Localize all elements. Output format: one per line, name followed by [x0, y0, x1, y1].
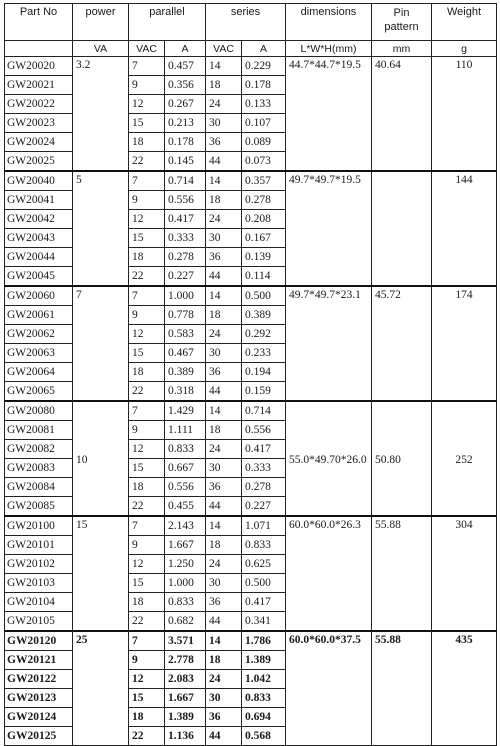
- parallel-vac-cell: 15: [129, 344, 165, 363]
- series-vac-cell: 24: [206, 210, 242, 229]
- parallel-amp-cell: 0.556: [165, 191, 206, 210]
- parallel-amp-cell: 1.000: [165, 574, 206, 593]
- parallel-vac-cell: 7: [129, 57, 165, 76]
- parallel-amp-cell: 0.213: [165, 114, 206, 133]
- parallel-vac-cell: 9: [129, 536, 165, 555]
- series-vac-cell: 44: [206, 152, 242, 172]
- pin-pattern-cell: 45.72: [372, 286, 432, 401]
- header-part-no: Part No: [5, 4, 73, 41]
- header-power: power: [73, 4, 129, 41]
- parallel-amp-cell: 0.178: [165, 133, 206, 152]
- parallel-amp-cell: 1.389: [165, 708, 206, 727]
- series-amp-cell: 1.786: [242, 631, 286, 651]
- dimensions-cell: 60.0*60.0*26.3: [286, 516, 372, 631]
- product-group: [5, 171, 497, 286]
- parallel-amp-cell: 0.778: [165, 306, 206, 325]
- series-vac-cell: 18: [206, 421, 242, 440]
- part-number-cell: GW20062: [5, 325, 73, 344]
- table-header: [5, 4, 497, 57]
- dimensions-cell: 60.0*60.0*37.5: [286, 631, 372, 746]
- parallel-vac-cell: 18: [129, 248, 165, 267]
- parallel-vac-cell: 15: [129, 114, 165, 133]
- series-amp-cell: 0.417: [242, 440, 286, 459]
- series-vac-cell: 14: [206, 631, 242, 651]
- parallel-vac-cell: 18: [129, 708, 165, 727]
- series-amp-cell: 0.341: [242, 612, 286, 632]
- table-row: [5, 516, 497, 536]
- series-amp-cell: 0.089: [242, 133, 286, 152]
- series-amp-cell: 0.833: [242, 536, 286, 555]
- part-number-cell: GW20082: [5, 440, 73, 459]
- series-vac-cell: 36: [206, 593, 242, 612]
- parallel-amp-cell: 0.714: [165, 171, 206, 191]
- part-number-cell: GW20085: [5, 497, 73, 517]
- transformer-spec-table: [4, 3, 497, 746]
- part-number-cell: GW20061: [5, 306, 73, 325]
- parallel-vac-cell: 9: [129, 651, 165, 670]
- series-amp-cell: 0.714: [242, 401, 286, 421]
- parallel-amp-cell: 0.333: [165, 229, 206, 248]
- part-number-cell: GW20123: [5, 689, 73, 708]
- series-amp-cell: 0.278: [242, 478, 286, 497]
- parallel-amp-cell: 0.145: [165, 152, 206, 172]
- table-row: [5, 57, 497, 76]
- series-vac-cell: 24: [206, 440, 242, 459]
- series-vac-cell: 44: [206, 612, 242, 632]
- part-number-cell: GW20102: [5, 555, 73, 574]
- parallel-amp-cell: 1.000: [165, 286, 206, 306]
- parallel-vac-cell: 7: [129, 516, 165, 536]
- table-row: [5, 401, 497, 421]
- part-number-cell: GW20022: [5, 95, 73, 114]
- part-number-cell: GW20040: [5, 171, 73, 191]
- part-number-cell: GW20045: [5, 267, 73, 287]
- parallel-amp-cell: 0.833: [165, 440, 206, 459]
- header-weight: Weight: [432, 4, 497, 41]
- series-vac-cell: 24: [206, 325, 242, 344]
- parallel-amp-cell: 1.111: [165, 421, 206, 440]
- series-amp-cell: 0.167: [242, 229, 286, 248]
- header-pin-pattern: Pin pattern: [372, 4, 432, 41]
- parallel-amp-cell: 0.583: [165, 325, 206, 344]
- series-amp-cell: 0.208: [242, 210, 286, 229]
- weight-cell: 110: [432, 57, 497, 172]
- series-amp-cell: 0.107: [242, 114, 286, 133]
- product-group: [5, 286, 497, 401]
- table-row: [5, 171, 497, 191]
- parallel-vac-cell: 12: [129, 210, 165, 229]
- series-vac-cell: 24: [206, 95, 242, 114]
- series-amp-cell: 0.229: [242, 57, 286, 76]
- part-number-cell: GW20060: [5, 286, 73, 306]
- unit-dimensions: L*W*H(mm): [286, 41, 372, 57]
- parallel-amp-cell: 0.833: [165, 593, 206, 612]
- product-group: [5, 401, 497, 516]
- dimensions-cell: 49.7*49.7*23.1: [286, 286, 372, 401]
- weight-cell: 174: [432, 286, 497, 401]
- series-vac-cell: 30: [206, 459, 242, 478]
- parallel-amp-cell: 3.571: [165, 631, 206, 651]
- unit-va: VA: [73, 41, 129, 57]
- parallel-vac-cell: 7: [129, 401, 165, 421]
- series-amp-cell: 0.568: [242, 727, 286, 746]
- series-vac-cell: 30: [206, 114, 242, 133]
- series-amp-cell: 0.417: [242, 593, 286, 612]
- part-number-cell: GW20041: [5, 191, 73, 210]
- parallel-vac-cell: 15: [129, 574, 165, 593]
- part-number-cell: GW20125: [5, 727, 73, 746]
- series-amp-cell: 0.500: [242, 286, 286, 306]
- series-vac-cell: 36: [206, 133, 242, 152]
- series-amp-cell: 0.133: [242, 95, 286, 114]
- product-group: [5, 516, 497, 631]
- parallel-amp-cell: 2.143: [165, 516, 206, 536]
- series-vac-cell: 30: [206, 344, 242, 363]
- parallel-amp-cell: 0.455: [165, 497, 206, 517]
- part-number-cell: GW20122: [5, 670, 73, 689]
- series-amp-cell: 0.625: [242, 555, 286, 574]
- part-number-cell: GW20124: [5, 708, 73, 727]
- parallel-amp-cell: 0.267: [165, 95, 206, 114]
- series-amp-cell: 0.073: [242, 152, 286, 172]
- series-amp-cell: 0.178: [242, 76, 286, 95]
- series-amp-cell: 0.357: [242, 171, 286, 191]
- parallel-vac-cell: 22: [129, 612, 165, 632]
- parallel-amp-cell: 0.356: [165, 76, 206, 95]
- series-vac-cell: 14: [206, 401, 242, 421]
- parallel-vac-cell: 22: [129, 497, 165, 517]
- part-number-cell: GW20100: [5, 516, 73, 536]
- parallel-amp-cell: 2.083: [165, 670, 206, 689]
- parallel-amp-cell: 1.250: [165, 555, 206, 574]
- parallel-vac-cell: 9: [129, 76, 165, 95]
- parallel-amp-cell: 1.136: [165, 727, 206, 746]
- weight-cell: 144: [432, 171, 497, 286]
- header-series: series: [206, 4, 286, 41]
- unit-a-parallel: A: [165, 41, 206, 57]
- unit-pin: mm: [372, 41, 432, 57]
- part-number-cell: GW20104: [5, 593, 73, 612]
- parallel-vac-cell: 22: [129, 152, 165, 172]
- parallel-vac-cell: 9: [129, 306, 165, 325]
- pin-pattern-cell: 55.88: [372, 631, 432, 746]
- series-vac-cell: 18: [206, 76, 242, 95]
- parallel-vac-cell: 7: [129, 286, 165, 306]
- series-amp-cell: 0.114: [242, 267, 286, 287]
- header-dimensions: dimensions: [286, 4, 372, 41]
- parallel-vac-cell: 22: [129, 267, 165, 287]
- header-parallel: parallel: [129, 4, 206, 41]
- table-row: [5, 286, 497, 306]
- part-number-cell: GW20023: [5, 114, 73, 133]
- series-vac-cell: 36: [206, 248, 242, 267]
- product-group: [5, 57, 497, 172]
- series-amp-cell: 0.500: [242, 574, 286, 593]
- series-vac-cell: 30: [206, 689, 242, 708]
- weight-cell: 304: [432, 516, 497, 631]
- part-number-cell: GW20084: [5, 478, 73, 497]
- dimensions-cell: 55.0*49.70*26.0: [286, 401, 372, 516]
- series-vac-cell: 36: [206, 708, 242, 727]
- series-vac-cell: 30: [206, 229, 242, 248]
- parallel-vac-cell: 12: [129, 555, 165, 574]
- series-vac-cell: 44: [206, 727, 242, 746]
- series-vac-cell: 14: [206, 516, 242, 536]
- pin-pattern-cell: 50.80: [372, 401, 432, 516]
- series-amp-cell: 0.694: [242, 708, 286, 727]
- part-number-cell: GW20101: [5, 536, 73, 555]
- power-cell: 3.2: [73, 57, 129, 172]
- parallel-amp-cell: 0.667: [165, 459, 206, 478]
- table-row: [5, 631, 497, 651]
- part-number-cell: GW20042: [5, 210, 73, 229]
- part-number-cell: GW20120: [5, 631, 73, 651]
- parallel-amp-cell: 0.318: [165, 382, 206, 402]
- series-amp-cell: 0.194: [242, 363, 286, 382]
- series-amp-cell: 0.833: [242, 689, 286, 708]
- part-number-cell: GW20024: [5, 133, 73, 152]
- unit-vac-parallel: VAC: [129, 41, 165, 57]
- pin-pattern-cell: 55.88: [372, 516, 432, 631]
- series-vac-cell: 44: [206, 267, 242, 287]
- series-amp-cell: 0.278: [242, 191, 286, 210]
- parallel-vac-cell: 12: [129, 325, 165, 344]
- series-vac-cell: 44: [206, 382, 242, 402]
- parallel-vac-cell: 12: [129, 440, 165, 459]
- parallel-amp-cell: 0.467: [165, 344, 206, 363]
- power-cell: 5: [73, 171, 129, 286]
- unit-a-series: A: [242, 41, 286, 57]
- part-number-cell: GW20065: [5, 382, 73, 402]
- series-vac-cell: 24: [206, 555, 242, 574]
- series-vac-cell: 44: [206, 497, 242, 517]
- power-cell: 15: [73, 516, 129, 631]
- parallel-vac-cell: 7: [129, 171, 165, 191]
- part-number-cell: GW20064: [5, 363, 73, 382]
- part-number-cell: GW20021: [5, 76, 73, 95]
- dimensions-cell: 49.7*49.7*19.5: [286, 171, 372, 286]
- parallel-vac-cell: 15: [129, 229, 165, 248]
- part-number-cell: GW20081: [5, 421, 73, 440]
- part-number-cell: GW20083: [5, 459, 73, 478]
- series-amp-cell: 0.556: [242, 421, 286, 440]
- series-vac-cell: 14: [206, 57, 242, 76]
- series-amp-cell: 1.071: [242, 516, 286, 536]
- series-vac-cell: 18: [206, 306, 242, 325]
- parallel-vac-cell: 18: [129, 133, 165, 152]
- series-vac-cell: 36: [206, 363, 242, 382]
- series-amp-cell: 0.389: [242, 306, 286, 325]
- parallel-vac-cell: 22: [129, 382, 165, 402]
- pin-pattern-cell: [372, 171, 432, 286]
- series-vac-cell: 18: [206, 536, 242, 555]
- part-number-cell: GW20105: [5, 612, 73, 632]
- part-number-cell: GW20103: [5, 574, 73, 593]
- part-number-cell: GW20080: [5, 401, 73, 421]
- series-vac-cell: 24: [206, 670, 242, 689]
- parallel-vac-cell: 18: [129, 363, 165, 382]
- weight-cell: 252: [432, 401, 497, 516]
- power-cell: 25: [73, 631, 129, 746]
- part-number-cell: GW20063: [5, 344, 73, 363]
- series-amp-cell: 1.389: [242, 651, 286, 670]
- series-vac-cell: 14: [206, 286, 242, 306]
- power-cell: 10: [73, 401, 129, 516]
- unit-vac-series: VAC: [206, 41, 242, 57]
- series-amp-cell: 0.233: [242, 344, 286, 363]
- parallel-amp-cell: 1.667: [165, 536, 206, 555]
- parallel-vac-cell: 15: [129, 459, 165, 478]
- pin-pattern-cell: 40.64: [372, 57, 432, 172]
- series-amp-cell: 0.159: [242, 382, 286, 402]
- parallel-vac-cell: 12: [129, 95, 165, 114]
- parallel-vac-cell: 9: [129, 191, 165, 210]
- parallel-amp-cell: 1.429: [165, 401, 206, 421]
- part-number-cell: GW20044: [5, 248, 73, 267]
- parallel-vac-cell: 12: [129, 670, 165, 689]
- series-amp-cell: 0.227: [242, 497, 286, 517]
- parallel-vac-cell: 18: [129, 478, 165, 497]
- part-number-cell: GW20020: [5, 57, 73, 76]
- series-vac-cell: 30: [206, 574, 242, 593]
- parallel-amp-cell: 1.667: [165, 689, 206, 708]
- part-number-cell: GW20121: [5, 651, 73, 670]
- parallel-vac-cell: 15: [129, 689, 165, 708]
- series-vac-cell: 18: [206, 651, 242, 670]
- series-amp-cell: 0.292: [242, 325, 286, 344]
- parallel-amp-cell: 0.556: [165, 478, 206, 497]
- dimensions-cell: 44.7*44.7*19.5: [286, 57, 372, 172]
- series-amp-cell: 0.333: [242, 459, 286, 478]
- weight-cell: 435: [432, 631, 497, 746]
- part-number-cell: GW20043: [5, 229, 73, 248]
- part-number-cell: GW20025: [5, 152, 73, 172]
- parallel-vac-cell: 18: [129, 593, 165, 612]
- unit-part-blank: [5, 41, 73, 57]
- series-vac-cell: 36: [206, 478, 242, 497]
- unit-weight: g: [432, 41, 497, 57]
- parallel-amp-cell: 0.389: [165, 363, 206, 382]
- parallel-vac-cell: 9: [129, 421, 165, 440]
- parallel-amp-cell: 0.682: [165, 612, 206, 632]
- series-amp-cell: 1.042: [242, 670, 286, 689]
- parallel-vac-cell: 22: [129, 727, 165, 746]
- power-cell: 7: [73, 286, 129, 401]
- series-amp-cell: 0.139: [242, 248, 286, 267]
- parallel-amp-cell: 0.417: [165, 210, 206, 229]
- parallel-vac-cell: 7: [129, 631, 165, 651]
- parallel-amp-cell: 0.227: [165, 267, 206, 287]
- series-vac-cell: 18: [206, 191, 242, 210]
- parallel-amp-cell: 2.778: [165, 651, 206, 670]
- parallel-amp-cell: 0.457: [165, 57, 206, 76]
- series-vac-cell: 14: [206, 171, 242, 191]
- parallel-amp-cell: 0.278: [165, 248, 206, 267]
- product-group: [5, 631, 497, 746]
